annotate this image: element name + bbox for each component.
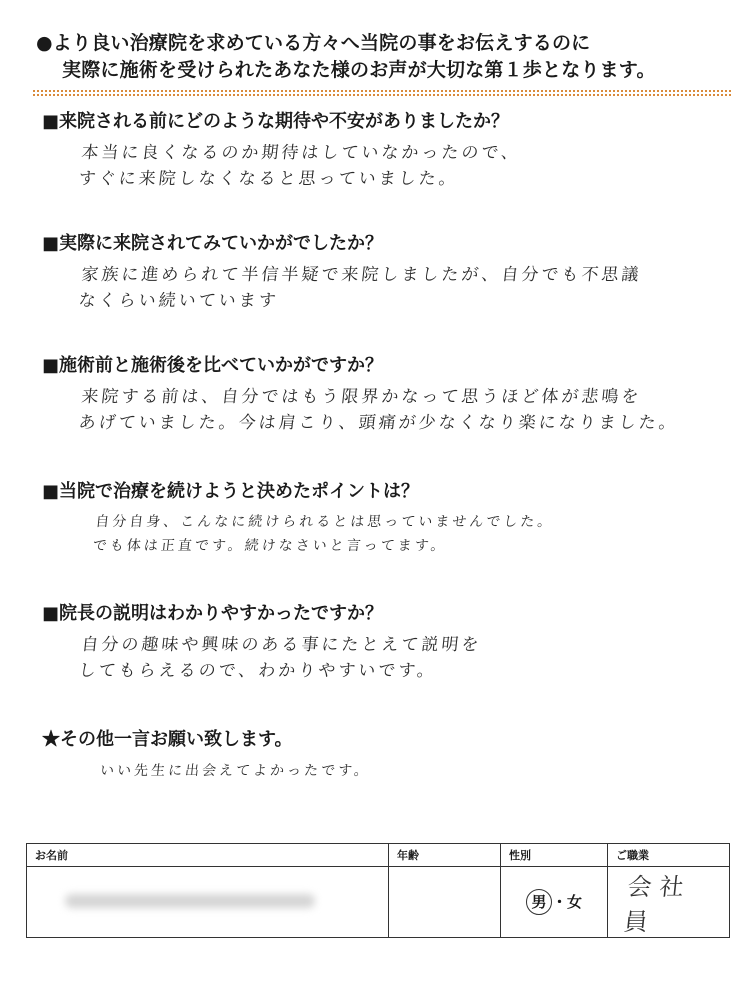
answer-line: なくらい続いています [77, 291, 280, 311]
job-value: 会社員 [622, 873, 694, 936]
answer-line: してもらえるので、わかりやすいです。 [77, 661, 438, 681]
handwritten-answer [41, 758, 724, 784]
answer-line: でも体は正直です。続けなさいと言ってます。 [91, 538, 449, 554]
gender-female: 女 [567, 893, 583, 911]
handwritten-answer [39, 384, 724, 436]
answer-line: 自分の趣味や興味のある事にたとえて説明を [80, 635, 483, 655]
handwritten-answer [39, 632, 724, 684]
name-label: お名前 [27, 844, 389, 867]
question-title: ■施術前と施術後を比べていかがですか？ [42, 355, 384, 376]
question-block-first-visit [42, 232, 722, 314]
gender-value [501, 867, 608, 938]
divider-top-2 [33, 94, 731, 96]
question-title: ■来院される前にどのような期待や不安がありましたか？ [42, 111, 510, 132]
redacted-name [65, 894, 315, 908]
question-block-comment [42, 728, 722, 784]
answer-line: 来院する前は、自分ではもう限界かなって思うほど体が悲鳴を [80, 387, 643, 407]
answer-line: いい先生に出会えてよかったです。 [99, 763, 372, 779]
gender-male-circled: 男 [526, 889, 552, 915]
age-label: 年齢 [389, 844, 501, 867]
question-block-before-after [42, 354, 722, 436]
job-label: ご職業 [608, 844, 730, 867]
question-block-explanation [42, 602, 722, 684]
age-value [389, 867, 501, 938]
question-block-expectations [42, 110, 722, 192]
handwritten-answer [39, 140, 724, 192]
intro-line-2: 実際に施術を受けられたあなた様のお声が大切な第１歩となります。 [62, 59, 656, 81]
divider-top [33, 90, 731, 92]
question-title: ■実際に来院されてみていかがでしたか？ [42, 233, 384, 254]
answer-line: 自分自身、こんなに続けられるとは思っていませんでした。 [94, 514, 556, 530]
answer-line: 家族に進められて半信半疑で来院しましたが、自分でも不思議 [80, 265, 643, 285]
answer-line: すぐに来院しなくなると思っていました。 [77, 169, 460, 189]
question-title: ■当院で治療を続けようと決めたポイントは？ [42, 481, 420, 502]
respondent-info-table [26, 843, 730, 938]
question-title: ★その他一言お願い致します。 [42, 729, 293, 750]
question-title: ■院長の説明はわかりやすかったですか？ [42, 603, 384, 624]
gender-label: 性別 [501, 844, 608, 867]
question-block-continue-reason [42, 480, 722, 558]
handwritten-answer [39, 510, 724, 558]
survey-intro [36, 30, 716, 84]
handwritten-answer [39, 262, 724, 314]
gender-separator: ・ [551, 893, 567, 911]
intro-line-1: ●より良い治療院を求めている方々へ当院の事をお伝えするのに [36, 32, 591, 54]
job-value-cell [608, 867, 730, 938]
name-value [27, 867, 389, 938]
answer-line: 本当に良くなるのか期待はしていなかったので、 [80, 143, 523, 163]
answer-line: あげていました。今は肩こり、頭痛が少なくなり楽になりました。 [77, 413, 680, 433]
